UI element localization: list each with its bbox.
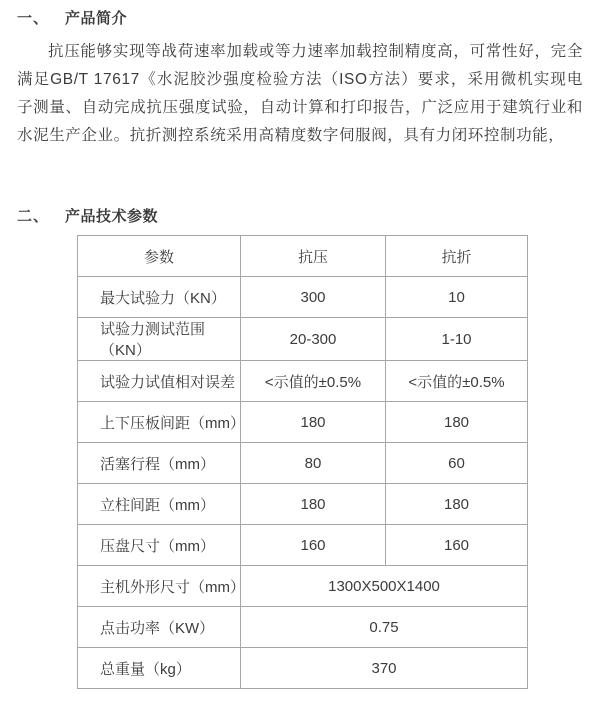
param-label-cell: 最大试验力（KN）	[78, 277, 241, 318]
header-cell-flexural: 抗折	[386, 236, 528, 277]
param-label-cell: 活塞行程（mm）	[78, 443, 241, 484]
table-row	[78, 484, 528, 525]
param-label-cell: 立柱间距（mm）	[78, 484, 241, 525]
spec-table	[77, 235, 528, 689]
param-label-cell: 压盘尺寸（mm）	[78, 525, 241, 566]
compression-value-cell: 180	[241, 484, 386, 525]
table-row	[78, 361, 528, 402]
flexural-value-cell: 160	[386, 525, 528, 566]
flexural-value-cell: 10	[386, 277, 528, 318]
merged-value-cell: 0.75	[241, 607, 528, 648]
header-cell-parameter: 参数	[78, 236, 241, 277]
flexural-value-cell: <示值的±0.5%	[386, 361, 528, 402]
compression-value-cell: 180	[241, 402, 386, 443]
table-row	[78, 648, 528, 689]
param-label-cell: 主机外形尺寸（mm）	[78, 566, 241, 607]
flexural-value-cell: 180	[386, 484, 528, 525]
table-header-row	[78, 236, 528, 277]
table-row	[78, 277, 528, 318]
flexural-value-cell: 180	[386, 402, 528, 443]
param-label-cell: 点击功率（KW）	[78, 607, 241, 648]
table-row	[78, 607, 528, 648]
compression-value-cell: 300	[241, 277, 386, 318]
table-row	[78, 566, 528, 607]
param-label-cell: 试验力试值相对误差	[78, 361, 241, 402]
flexural-value-cell: 60	[386, 443, 528, 484]
compression-value-cell: 80	[241, 443, 386, 484]
param-label-cell: 总重量（kg）	[78, 648, 241, 689]
table-row	[78, 318, 528, 361]
table-row	[78, 402, 528, 443]
section-heading-intro	[17, 8, 583, 30]
merged-value-cell: 370	[241, 648, 528, 689]
merged-value-cell: 1300X500X1400	[241, 566, 528, 607]
param-label-cell: 上下压板间距（mm）	[78, 402, 241, 443]
compression-value-cell: <示值的±0.5%	[241, 361, 386, 402]
table-row	[78, 443, 528, 484]
param-label-cell: 试验力测试范围（KN）	[78, 318, 241, 361]
section-heading-specs	[17, 206, 583, 228]
section-title-specs: 产品技术参数	[65, 208, 159, 225]
intro-paragraph: 抗压能够实现等战荷速率加载或等力速率加载控制精度高，可常性好，完全满足GB/T 17617《水泥胶沙强度检验方法（ISO方法）要求，采用微机实现电子测量、自动完成抗压强度试验，自动计算和打印报告，广泛应用于建筑行业和水泥生产企业。抗折测控系统采用高精度数字伺服阀，具有力闭环控制功能，	[17, 43, 583, 144]
compression-value-cell: 160	[241, 525, 386, 566]
flexural-value-cell: 1-10	[386, 318, 528, 361]
compression-value-cell: 20-300	[241, 318, 386, 361]
table-row	[78, 525, 528, 566]
section-number: 一、	[17, 10, 50, 27]
section-number: 二、	[17, 208, 50, 225]
section-title-intro: 产品简介	[65, 10, 128, 27]
header-cell-compression: 抗压	[241, 236, 386, 277]
